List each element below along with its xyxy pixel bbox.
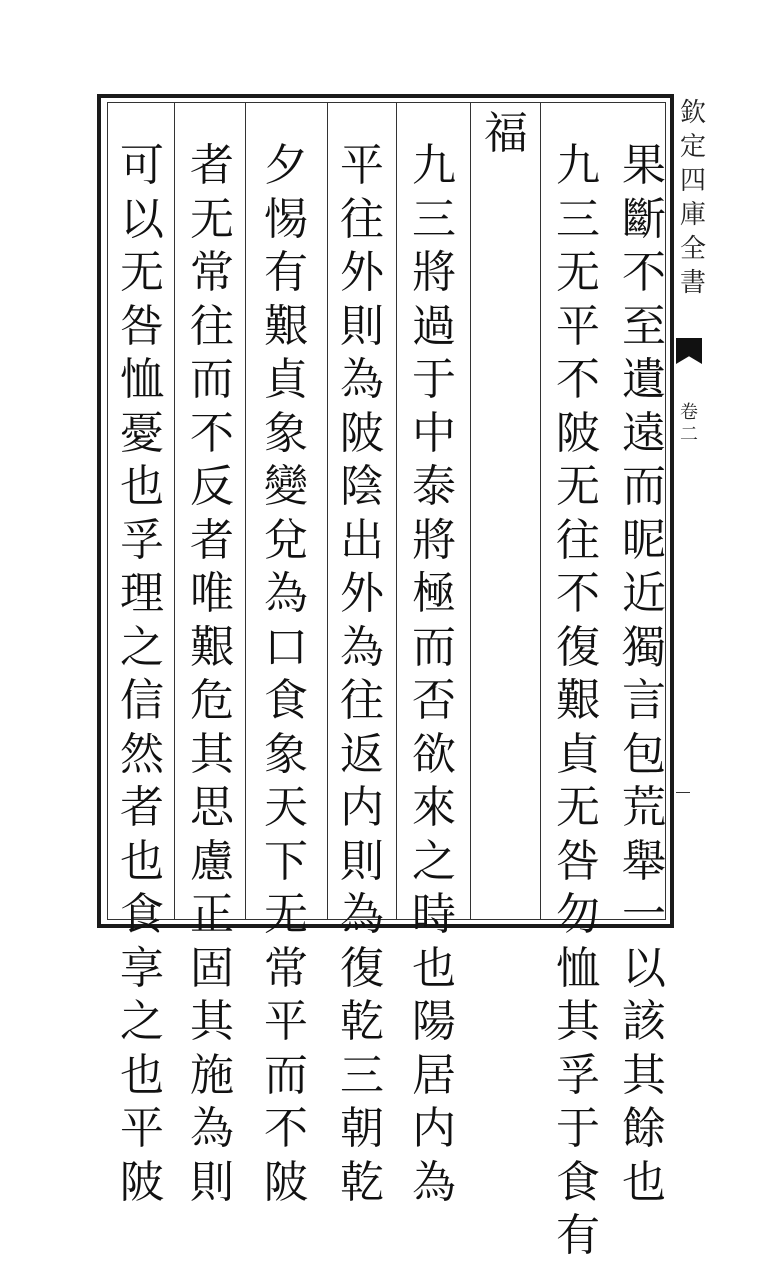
text-char: 无	[264, 889, 308, 940]
text-char: 往	[556, 514, 600, 566]
text-char: 而	[412, 621, 456, 673]
text-char: 朝	[340, 1103, 384, 1154]
text-char: 无	[190, 193, 234, 245]
text-char: 兌	[264, 514, 308, 566]
text-char: 復	[340, 942, 384, 994]
text-char: 也	[120, 835, 164, 887]
text-char: 食	[264, 675, 308, 726]
text-char: 將	[412, 514, 456, 566]
text-char: 夕	[264, 140, 308, 191]
text-char: 欲	[412, 728, 456, 780]
text-char: 過	[412, 300, 456, 352]
margin-char: 四	[679, 166, 706, 196]
text-char: 之	[412, 835, 456, 887]
margin-char: 定	[679, 132, 706, 162]
text-char: 不	[622, 247, 666, 298]
text-char: 外	[340, 568, 384, 619]
text-char: 常	[264, 942, 308, 994]
column-rule	[470, 103, 471, 919]
text-char: 貞	[556, 728, 600, 780]
text-char: 者	[190, 140, 234, 191]
text-char: 居	[412, 1049, 456, 1101]
text-char: 不	[556, 354, 600, 405]
text-char: 三	[340, 1049, 384, 1101]
column-rule	[540, 103, 541, 919]
text-char: 以	[120, 193, 164, 245]
text-char: 咎	[556, 835, 600, 887]
margin-tick	[676, 792, 690, 793]
text-char: 下	[264, 835, 308, 887]
text-char: 平	[264, 996, 308, 1047]
text-char: 外	[340, 247, 384, 298]
text-char: 一	[622, 889, 666, 940]
text-char: 極	[412, 568, 456, 619]
column-rule	[174, 103, 175, 919]
text-char: 内	[340, 782, 384, 833]
text-char: 反	[190, 461, 234, 512]
text-char: 陰	[340, 461, 384, 512]
text-char: 恤	[120, 354, 164, 405]
text-column-3	[474, 107, 538, 161]
text-char: 復	[556, 621, 600, 673]
inner-frame	[107, 102, 666, 1261]
text-char: 孚	[556, 1049, 600, 1101]
text-char: 陂	[340, 407, 384, 459]
text-char: 中	[412, 407, 456, 459]
text-char: 福	[484, 108, 528, 159]
text-char: 泰	[412, 461, 456, 512]
text-char: 无	[120, 247, 164, 298]
text-char: 則	[190, 1156, 234, 1208]
margin-char: 欽	[679, 98, 706, 128]
text-char: 往	[340, 675, 384, 726]
text-column-2	[546, 139, 610, 1263]
text-char: 固	[190, 942, 234, 994]
text-char: 平	[120, 1103, 164, 1154]
text-column-1	[612, 139, 676, 1209]
text-char: 貞	[264, 354, 308, 405]
text-char: 恤	[556, 942, 600, 994]
text-char: 遠	[622, 407, 666, 459]
text-char: 將	[412, 247, 456, 298]
text-char: 憂	[120, 407, 164, 459]
text-char: 也	[120, 461, 164, 512]
text-char: 艱	[264, 300, 308, 352]
text-char: 天	[264, 782, 308, 833]
text-char: 其	[622, 1049, 666, 1101]
text-char: 而	[190, 354, 234, 405]
text-char: 可	[120, 140, 164, 191]
text-char: 施	[190, 1049, 234, 1101]
text-char: 則	[340, 300, 384, 352]
text-char: 三	[556, 193, 600, 245]
text-char: 孚	[120, 514, 164, 566]
text-char: 艱	[190, 621, 234, 673]
text-char: 為	[340, 621, 384, 673]
text-char: 荒	[622, 782, 666, 833]
text-char: 不	[556, 568, 600, 619]
column-rule	[396, 103, 397, 919]
text-char: 為	[190, 1103, 234, 1154]
text-char: 餘	[622, 1103, 666, 1154]
text-char: 九	[412, 140, 456, 191]
text-char: 則	[340, 835, 384, 887]
column-rule	[327, 103, 328, 919]
text-char: 惕	[264, 193, 308, 245]
text-char: 也	[622, 1156, 666, 1208]
text-char: 慮	[190, 835, 234, 887]
text-char: 近	[622, 568, 666, 619]
text-char: 有	[264, 247, 308, 298]
text-char: 其	[190, 728, 234, 780]
text-char: 常	[190, 247, 234, 298]
text-char: 思	[190, 782, 234, 833]
text-column-4	[402, 139, 466, 1209]
text-char: 為	[340, 354, 384, 405]
text-char: 口	[264, 621, 308, 673]
text-char: 于	[556, 1103, 600, 1154]
text-char: 不	[190, 407, 234, 459]
text-char: 為	[412, 1156, 456, 1208]
text-char: 為	[264, 568, 308, 619]
text-char: 陂	[120, 1156, 164, 1208]
text-column-6	[254, 139, 318, 1209]
margin-char: 全	[679, 234, 706, 264]
text-char: 食	[556, 1156, 600, 1208]
text-char: 其	[190, 996, 234, 1047]
text-char: 象	[264, 728, 308, 780]
fish-tail-mark	[676, 338, 702, 364]
text-char: 者	[190, 514, 234, 566]
text-char: 言	[622, 675, 666, 726]
text-char: 勿	[556, 889, 600, 940]
text-column-8	[110, 139, 174, 1209]
text-char: 而	[264, 1049, 308, 1101]
text-char: 平	[340, 140, 384, 191]
margin-char: 卷	[680, 402, 698, 423]
text-char: 出	[340, 514, 384, 566]
text-char: 也	[412, 942, 456, 994]
text-char: 信	[120, 675, 164, 726]
text-char: 舉	[622, 835, 666, 887]
text-char: 返	[340, 728, 384, 780]
text-char: 也	[120, 1049, 164, 1101]
text-column-7	[180, 139, 244, 1209]
text-char: 斷	[622, 193, 666, 245]
text-char: 于	[412, 354, 456, 405]
text-char: 該	[622, 996, 666, 1047]
text-char: 乾	[340, 1156, 384, 1208]
text-char: 以	[622, 942, 666, 994]
text-char: 而	[622, 461, 666, 512]
text-char: 无	[556, 461, 600, 512]
text-char: 陽	[412, 996, 456, 1047]
text-char: 陂	[556, 407, 600, 459]
margin-char: 庫	[679, 200, 706, 230]
text-char: 平	[556, 300, 600, 352]
text-char: 時	[412, 889, 456, 940]
text-char: 之	[120, 996, 164, 1047]
text-char: 享	[120, 942, 164, 994]
text-char: 三	[412, 193, 456, 245]
text-char: 否	[412, 675, 456, 726]
text-char: 无	[556, 782, 600, 833]
text-char: 正	[190, 889, 234, 940]
text-char: 獨	[622, 621, 666, 673]
text-char: 昵	[622, 514, 666, 566]
text-column-5	[330, 139, 394, 1209]
text-char: 為	[340, 889, 384, 940]
text-char: 陂	[264, 1156, 308, 1208]
text-char: 然	[120, 728, 164, 780]
text-char: 果	[622, 140, 666, 191]
column-rule	[245, 103, 246, 919]
text-char: 象	[264, 407, 308, 459]
margin-char: 書	[679, 268, 706, 298]
text-char: 來	[412, 782, 456, 833]
text-char: 者	[120, 782, 164, 833]
margin-volume-label	[680, 402, 698, 446]
text-char: 變	[264, 461, 308, 512]
text-char: 往	[190, 300, 234, 352]
text-char: 危	[190, 675, 234, 726]
text-char: 艱	[556, 675, 600, 726]
text-char: 咎	[120, 300, 164, 352]
text-char: 包	[622, 728, 666, 780]
text-char: 内	[412, 1103, 456, 1154]
text-char: 无	[556, 247, 600, 298]
margin-book-title	[676, 96, 710, 300]
text-char: 不	[264, 1103, 308, 1154]
text-char: 遺	[622, 354, 666, 405]
text-char: 之	[120, 621, 164, 673]
text-char: 其	[556, 996, 600, 1047]
text-char: 往	[340, 193, 384, 245]
text-char: 九	[556, 140, 600, 191]
text-char: 理	[120, 568, 164, 619]
text-char: 乾	[340, 996, 384, 1047]
text-char: 有	[556, 1210, 600, 1261]
text-char: 食	[120, 889, 164, 940]
margin-char: 二	[680, 424, 698, 445]
text-char: 至	[622, 300, 666, 352]
page-frame	[97, 94, 674, 1261]
text-char: 唯	[190, 568, 234, 619]
